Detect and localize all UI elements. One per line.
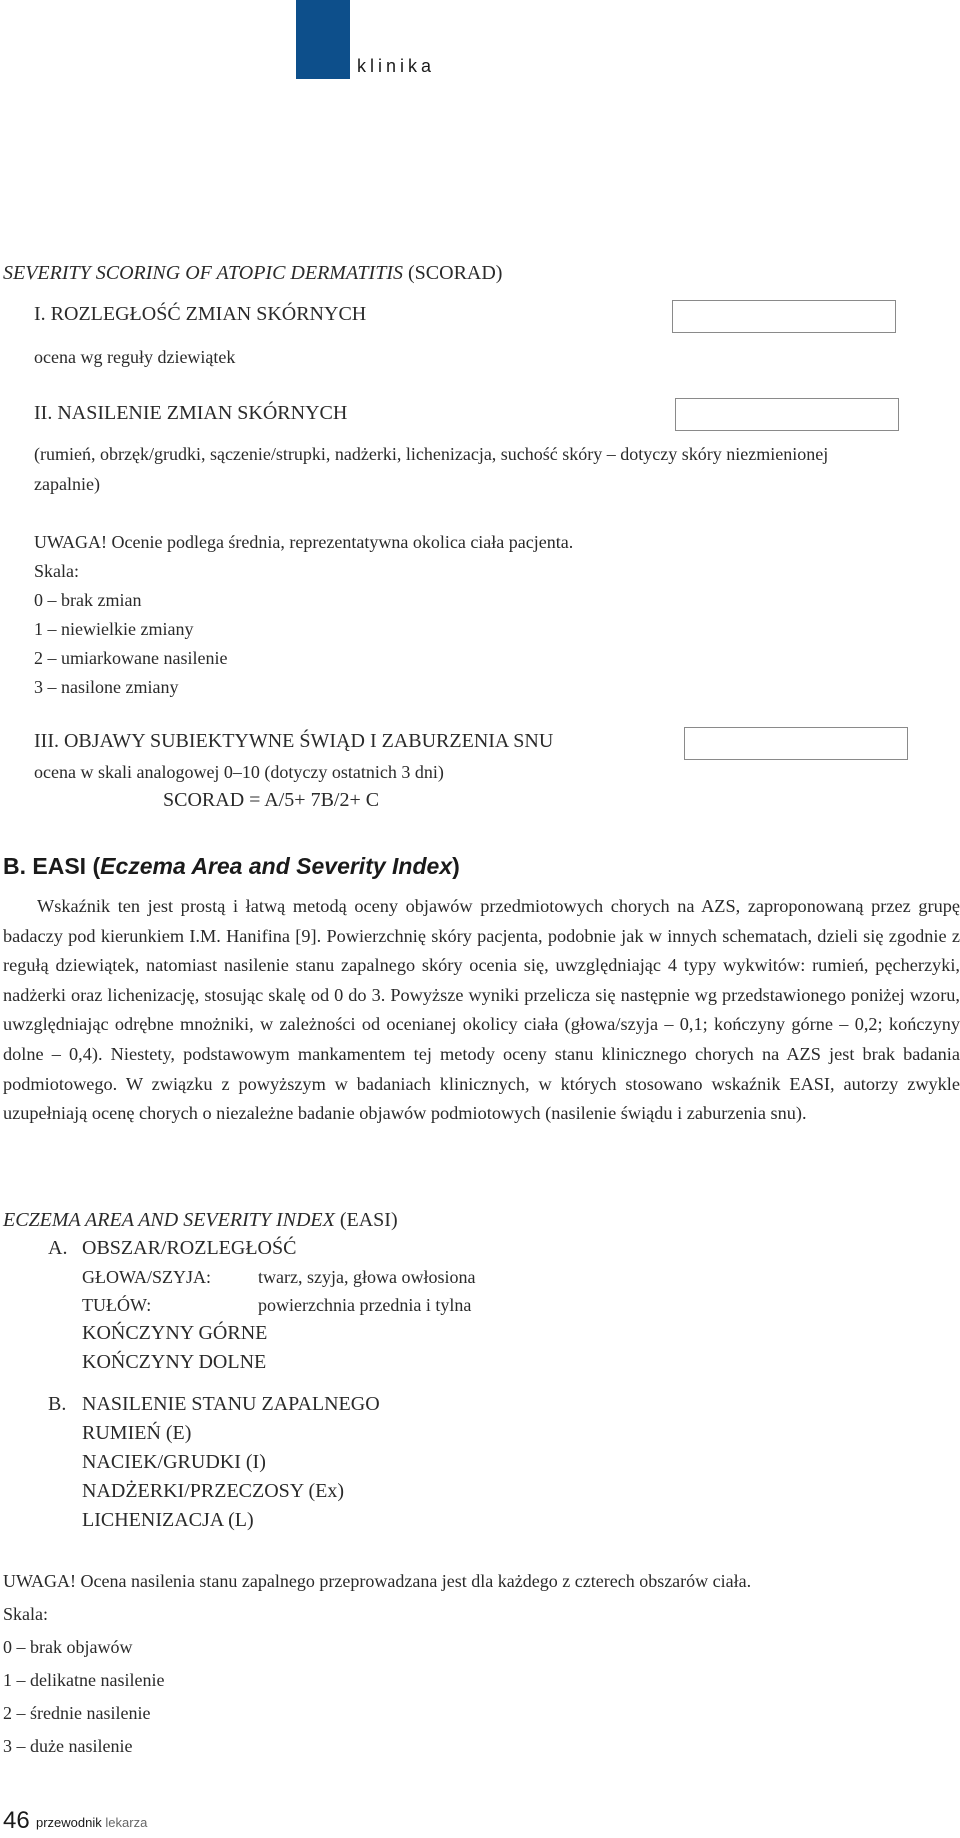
easi-head-value: twarz, szyja, głowa owłosiona	[258, 1267, 476, 1287]
easi-paragraph-block	[3, 892, 960, 1129]
scorad-scale-label: Skala:	[34, 561, 79, 581]
scorad-title	[3, 262, 502, 285]
easi-scale-item: 1 – delikatne nasilenie	[3, 1670, 165, 1690]
easi-a-heading: OBSZAR/ROZLEGŁOŚĆ	[82, 1237, 297, 1259]
easi-lower-limbs: KOŃCZYNY DOLNE	[82, 1351, 267, 1373]
page-number: 46	[3, 1807, 30, 1834]
scorad-title-abbr: (SCORAD)	[408, 262, 503, 284]
brand-light: lekarza	[105, 1815, 148, 1830]
easi-upper-limbs: KOŃCZYNY GÓRNE	[82, 1322, 268, 1344]
easi-b-item: RUMIEŃ (E)	[82, 1422, 192, 1444]
scorad-formula: SCORAD = A/5+ 7B/2+ C	[163, 789, 380, 811]
easi-form-title	[3, 1209, 398, 1232]
easi-scale-item: 0 – brak objawów	[3, 1637, 133, 1657]
easi-paragraph: Wskaźnik ten jest prostą i łatwą metodą oceny objawów przedmiotowych chorych na AZS, zaproponowaną przez grupę badaczy pod kierunkiem I.M. Hanifina [9]. Powierzchnię skóry pacjenta, podobnie jak w innych schematach, dzieli się zgodnie z regułą dziewiątek, natomiast nasilenie stanu zapalnego skóry ocenia się, uwzględniając 4 typy wykwitów: rumień, pęcherzyki, nadżerki oraz lichenizację, stosując skalę od 0 do 3. Powyższe wyniki przelicza się następnie wg przedstawionego poniżej wzoru, uwzględniając odrębne mnożniki, w zależności od ocenianej okolicy ciała (głowa/szyja – 0,1; kończyny górne – 0,2; kończyny dolne – 0,4). Niestety, podstawowym mankamentem tej metody oceny stanu klinicznego chorych na AZS jest brak badania podmiotowego. W związku z powyższym w badaniach klinicznych, w których stosowano wskaźnik EASI, autorzy zwykle uzupełniają ocenę chorych o niezależne badanie objawów podmiotowych (nasilenie świądu i zaburzenia snu).	[3, 896, 960, 1124]
scorad-section3-note: ocena w skali analogowej 0–10 (dotyczy ostatnich 3 dni)	[34, 762, 444, 782]
easi-b-item: LICHENIZACJA (L)	[82, 1509, 254, 1531]
easi-torso-value: powierzchnia przednia i tylna	[258, 1295, 472, 1315]
scorad-section3-heading: III. OBJAWY SUBIEKTYWNE ŚWIĄD I ZABURZENIA SNU	[34, 730, 554, 752]
easi-scale-label: Skala:	[3, 1604, 48, 1624]
scorad-scale-item: 2 – umiarkowane nasilenie	[34, 648, 228, 668]
easi-b-marker: B.	[48, 1393, 67, 1415]
easi-head-label: GŁOWA/SZYJA:	[82, 1267, 211, 1287]
scorad-intensity-input-box[interactable]	[675, 398, 899, 431]
easi-form-title-abbr: (EASI)	[339, 1209, 398, 1231]
scorad-section1-heading: I. ROZLEGŁOŚĆ ZMIAN SKÓRNYCH	[34, 303, 367, 325]
easi-section-heading	[3, 853, 460, 880]
scorad-scale-item: 0 – brak zmian	[34, 590, 142, 610]
publication-brand	[36, 1815, 147, 1830]
scorad-section2-heading: II. NASILENIE ZMIAN SKÓRNYCH	[34, 402, 348, 424]
scorad-title-italic: SEVERITY SCORING OF ATOPIC DERMATITIS	[3, 262, 403, 284]
scorad-warning: UWAGA! Ocenie podlega średnia, reprezentatywna okolica ciała pacjenta.	[34, 532, 574, 552]
scorad-extent-input-box[interactable]	[672, 300, 896, 333]
easi-scale-item: 3 – duże nasilenie	[3, 1736, 133, 1756]
easi-warning: UWAGA! Ocena nasilenia stanu zapalnego przeprowadzana jest dla każdego z czterech obszarów ciała.	[3, 1571, 752, 1591]
scorad-scale-item: 1 – niewielkie zmiany	[34, 619, 194, 639]
easi-heading-suffix: )	[452, 853, 460, 879]
easi-form-title-italic: ECZEMA AREA AND SEVERITY INDEX	[3, 1209, 335, 1231]
easi-a-marker: A.	[48, 1237, 68, 1259]
easi-b-heading: NASILENIE STANU ZAPALNEGO	[82, 1393, 380, 1415]
brand-bold: przewodnik	[36, 1815, 102, 1830]
easi-b-item: NADŻERKI/PRZECZOSY (Ex)	[82, 1480, 345, 1502]
scorad-section2-desc-line1: (rumień, obrzęk/grudki, sączenie/strupki, nadżerki, lichenizacja, suchość skóry – dotyczy skóry niezmienionej	[34, 444, 829, 464]
section-label: klinika	[357, 56, 436, 76]
easi-heading-italic: Eczema Area and Severity Index	[100, 853, 453, 879]
easi-b-item: NACIEK/GRUDKI (I)	[82, 1451, 266, 1473]
easi-torso-label: TUŁÓW:	[82, 1295, 152, 1315]
scorad-section1-note: ocena wg reguły dziewiątek	[34, 347, 236, 367]
easi-heading-prefix: B. EASI (	[3, 853, 101, 879]
scorad-symptoms-input-box[interactable]	[684, 727, 908, 760]
header-accent-block	[296, 0, 350, 79]
scorad-scale-item: 3 – nasilone zmiany	[34, 677, 179, 697]
easi-scale-item: 2 – średnie nasilenie	[3, 1703, 151, 1723]
scorad-section2-desc-line2: zapalnie)	[34, 474, 100, 494]
